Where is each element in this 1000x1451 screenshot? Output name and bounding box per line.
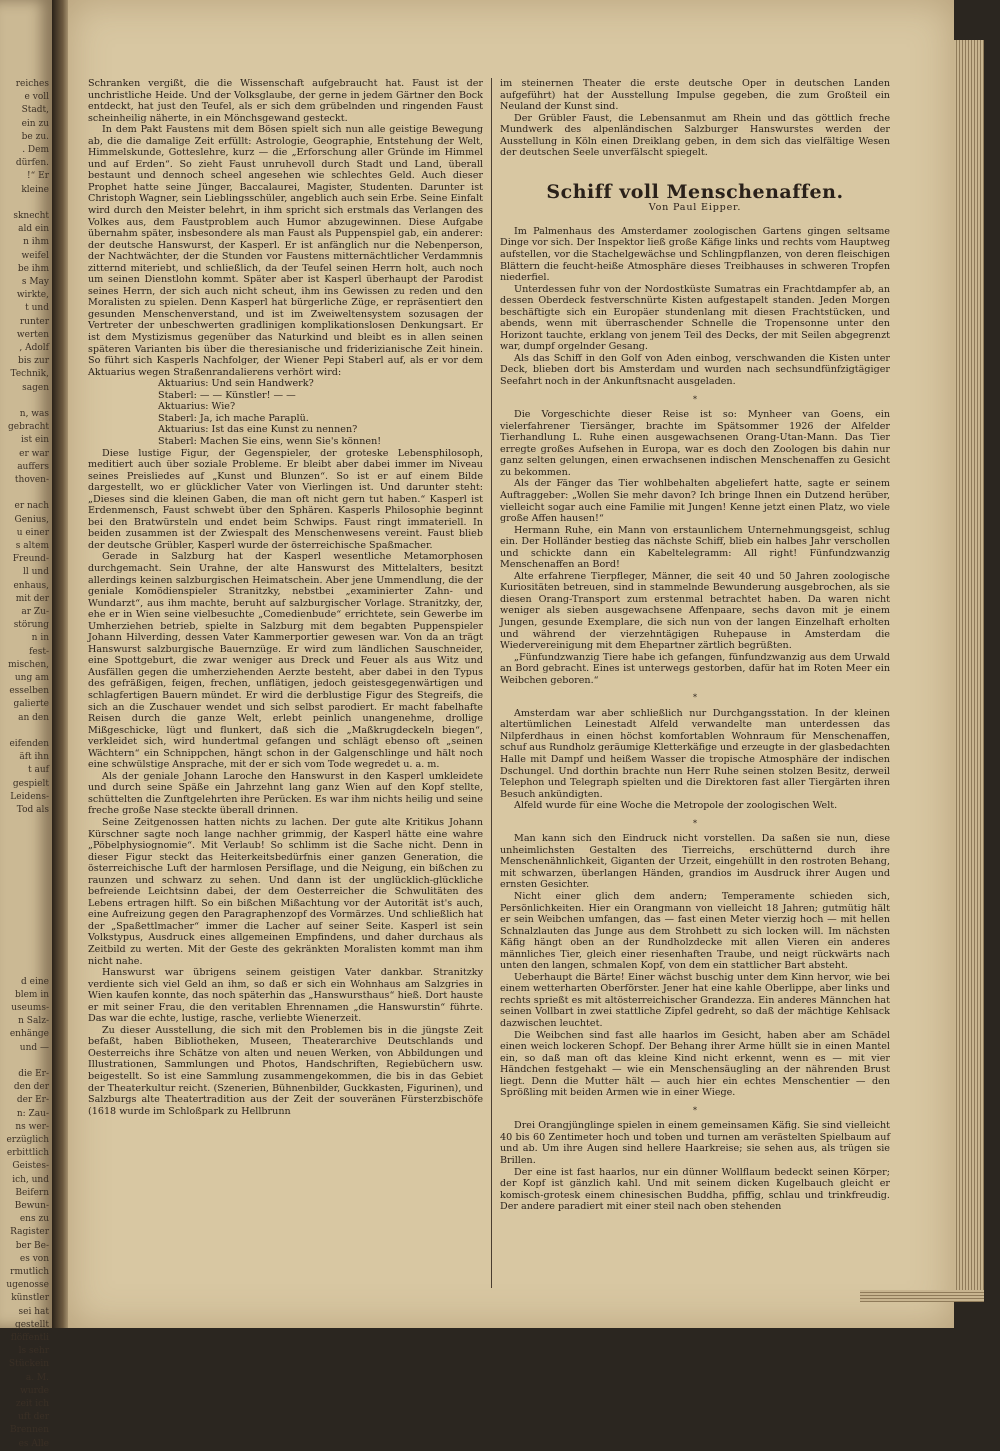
section-separator: * <box>693 394 697 404</box>
previous-page-strip <box>0 0 52 1449</box>
margin-fragment: u einer <box>16 527 49 538</box>
margin-fragment: mit der <box>15 593 49 604</box>
margin-fragment: Stadt, <box>21 105 49 116</box>
margin-fragment: ich, und <box>12 1174 49 1185</box>
margin-fragment: störung <box>13 620 49 631</box>
left-column <box>88 78 483 1288</box>
margin-fragment: a. M. <box>25 1372 49 1383</box>
margin-fragment: ll und <box>23 567 49 578</box>
margin-fragment: enhaus, <box>13 580 49 591</box>
paragraph: Der Grübler Faust, die Lebensanmut am Rhein und das göttlich freche Mundwerk des alpenländischen Salzburger Hanswurstes werden der Ausstellung in Köln einen Dreiklang geben, in dem sich das vielfältige Wesen der deutschen Seele unverfälscht spiegelt. <box>500 112 890 159</box>
paragraph: „Fünfundzwanzig Tiere habe ich gefangen, fünfundzwanzig aus dem Urwald an Bord gebracht. Eines ist unterwegs gestorben, dafür hat im Roten Meer ein Weibchen geboren.“ <box>500 651 890 686</box>
paragraph: In dem Pakt Faustens mit dem Bösen spielt sich nun alle geistige Bewegung ab, die die damalige Zeit erfüllt: Astrologie, Geographie, Entstehung der Welt, Himmelskunde, Gotteslehre, kurz — die „Erforschung aller Gründe im Himmel und auf Erden“. So zieht Faust unruhevoll durch Stadt und Land, überall bestaunt und dennoch scheel angesehen wie schlechtes Geld. Auch dieser Prophet hatte seine Jünger, Baccalaurei, Magister, Studenten. Darunter ist Christoph Wagner, sein Lieblingsschüler, angeblich auch sein Erbe. Seine Einfalt wird durch den Meister belehrt, in ihm spricht sich erstmals das Verlangen des Volkes aus, dem Faustproblem auch Humor abzugewinnen. Diese Aufgabe übernahm später, insbesondere als man Faust als Puppenspiel gab, ein anderer: der deutsche Hanswurst, der Kasperl. Er ist anfänglich nur die Nebenperson, der Nachtwächter, der die Stunden vor Faustens mitternächtlicher Verdammnis zitternd miteriebt, und schließlich, da der Teufel seinen Herrn holt, auch noch um seinen Dienstlohn kommt. Später aber ist Kasperl überhaupt der Parodist seines Herrn, der sich auch nicht scheut, ihm ins Gewissen zu reden und den Moralisten zu spielen. Denn Kasperl hat bürgerliche Züge, er repräsentiert den gesunden Menschenverstand, und ist im Zweiweltensystem sozusagen der Vertreter der unbeschwerten gradlinigen komplikationslosen Denkungsart. Er ist dem Mystizismus gegenüber das Naturkind und bleibt es in allen seinen späteren Varianten bis über die theresianische und friderizianische Zeit hinein. So führt sich Kasperls Nachfolger, der Wiener Pepi Staberl auf, als er vor dem Aktuarius wegen Straßenrandalierens verhört wird: <box>88 124 483 378</box>
margin-fragment: flöffentli <box>10 1333 49 1343</box>
margin-fragment: der Er- <box>16 1095 49 1106</box>
margin-fragment: ald ein <box>18 224 49 235</box>
paragraph: Zu dieser Ausstellung, die sich mit den Problemen bis in die jüngste Zeit befaßt, haben Bibliotheken, Museen, Theaterarchive Deutschlands und Oesterreichs ihre Schätze von alten und neuen Werken, von Abbildungen und Illustrationen, Sammlungen und Photos, Handschriften, Regiebüchern usw. beigestellt. So ist eine Sammlung zusammengekommen, die bis in das Gebiet der Theaterkultur reicht. (Szenerien, Bühnenbilder, Guckkasten, Figurinen), und Salzburgs alte Theatertradition aus der Zeit der souveränen Fürsterzbischöfe (1618 wurde im Schloßpark zu Hellbrunn <box>88 1024 483 1117</box>
margin-fragment: Tod als <box>16 805 49 815</box>
paragraph: Im Palmenhaus des Amsterdamer zoologischen Gartens gingen seltsame Dinge vor sich. Der Inspektor ließ große Käfige links und rechts vom Hauptweg aufstellen, vor die Stachelgewächse und Schlingpflanzen, von deren fleischigen Blättern die feucht-heiße Atmosphäre dieses Treibhauses in schweren Tropfen niederfiel. <box>500 225 890 284</box>
margin-fragment: fest- <box>29 646 49 657</box>
margin-fragment: n in <box>31 633 49 644</box>
margin-fragment: be zu. <box>21 131 49 142</box>
margin-fragment: er war <box>19 448 49 459</box>
paragraph: Schranken vergißt, die die Wissenschaft aufgebraucht hat. Faust ist der unchristliche Heide. Und der Volksglaube, der gerne in jedem Gärtner den Bock entdeckt, hat just den Teufel, als er sich dem grübelnden und ringenden Faust scheinheilig näherte, in ein Mönchsgewand gesteckt. <box>88 78 483 124</box>
paragraph: Diese lustige Figur, der Gegenspieler, der groteske Lebensphilosoph, meditiert auch über soziale Probleme. Er bleibt aber dabei immer im Niveau seines Preisliedes auf „Kunst und Blunzen“. So ist er auf einem Bilde dargestellt, wo er glücklicher Vater von Vierlingen ist. Und darunter steht: „Dieses sind die kleinen Gaben, die man oft nicht gern tut haben.“ Kasperl ist Erdenmensch, Faust schwebt über den Sphären. Kasperls Philosophie beginnt bei den Bratwürsteln und endet beim Schwips. Faust ringt immateriell. In beiden zusammen ist der Zwiespalt des Menschenwesens vereint. Faust blieb der deutsche Grübler, Kasperl wurde der österreichische Spaßmacher. <box>88 447 483 551</box>
margin-fragment: ein zu <box>21 118 49 129</box>
margin-fragment: gespielt <box>12 778 49 789</box>
margin-fragment: galierte <box>13 699 49 710</box>
paragraph: Amsterdam war aber schließlich nur Durchgangsstation. In der kleinen altertümlichen Leinestadt Alfeld verwandelte man unterdessen das Nilpferdhaus in einen höchst komfortablen Wohnraum für Menschenaffen, schuf aus Rundholz geräumige Kletterkäfige und erzeugte in der glasbedachten Halle mit Dampf und heißem Wasser die tropische Atmosphäre der indischen Dschungel. Und dorthin brachte nun Herr Ruhe seinen stolzen Besitz, derweil Telephon und Telegraph spielten und die Direktoren fast aller Tiergärten ihren Besuch ankündigten. <box>500 707 890 800</box>
margin-fragment: thoven- <box>14 475 49 485</box>
margin-fragment: n: Zau- <box>16 1108 49 1119</box>
margin-fragment: esselben <box>9 686 49 697</box>
paragraph: Alfeld wurde für eine Woche die Metropole der zoologischen Welt. <box>514 800 838 812</box>
margin-fragment: sagen <box>22 382 49 393</box>
paragraph: Hanswurst war übrigens seinem geistigen Vater dankbar. Stranitzky verdiente sich viel Geld an ihm, so daß er sich ein Wohnhaus am Salzgries in Wien kaufen konnte, das noch späterhin das „Hanswursthaus“ hieß. Dort hauste er mit seiner Frau, die den veritablen Ehrennamen „die Hanswurstin“ führte. Das war die echte, lustige, rasche, verliebte Wienerzeit. <box>88 967 483 1025</box>
paragraph: Seine Zeitgenossen hatten nichts zu lachen. Der gute alte Kritikus Johann Kürschner sagte noch lange nachher grimmig, der Kasperl hätte eine wahre „Pöbelphysiognomie“. Mit Verlaub! So schlimm ist die Sache nicht. Denn in dieser Figur steckt das Heiterkeitsbedürfnis einer ganzen Generation, die österreichische Luft der harmlosen Persiflage, und die Neigung, ein bißchen zu raunzen und schwarz zu sehen. Und dann ist der unglücklich-glückliche befreiende Leichtsinn dabei, der dem Oesterreicher die Schwulitäten des Lebens ertragen hilft. So ein bißchen Mißachtung vor der Autorität ist's auch, eine Aufreizung gegen den Paragraphenzopf des Vormärzes. Und schließlich hat der „Spaßettlmacher“ immer die Lacher auf seiner Seite. Kasperl ist sein Volkstypus, Ausdruck eines allgemeinen Empfindens, und daher durchaus als Zeitbild zu werten. Mit der Geste des gekränkten Moralisten kommt man ihm nicht nahe. <box>88 817 483 967</box>
paragraph: Unterdessen fuhr von der Nordostküste Sumatras ein Frachtdampfer ab, an dessen Oberdeck festverschnürte Kisten aufgestapelt standen. Jeden Morgen beschäftigte sich ein Europäer stundenlang mit diesen Frachtstücken, und abends, wenn mit überraschender Schnelle die Tropensonne unter den Horizont tauchte, erklang von jenem Teil des Decks, der mit Seilen abgegrenzt war, dumpf orgelnder Gesang. <box>500 283 890 353</box>
paragraph: Gerade in Salzburg hat der Kasperl wesentliche Metamorphosen durchgemacht. Sein Urahne, der alte Hanswurst des Mittelalters, besitzt allerdings keinen salzburgischen Heimatschein. Aber jene Ummendlung, die der geniale Komödienspieler Stranitzky, nebstbei „examinierter Zahn- und Wundarzt“, aus ihm machte, beruht auf salzburgischer Vorlage. Stranitzky, der, ehe er in Wien seine vielbesuchte „Comedienbude“ errichtete, sein Gewerbe im Umherziehen betrieb, spielte in Salzburg mit dem begabten Puppenspieler Johann Hilverding, dessen Vater Kammerportier gewesen war. Von da an trägt Hanswurst salzburgische Bauernzüge. Er wird zum ländlichen Sauschneider, eine Spottgeburt, die zwar weniger aus Dreck und Feuer als aus Witz und Ausfällen gegen die umherziehenden Aerzte besteht, aber dabei in den Typus des gefräßigen, feigen, frechen, unflätigen, jedoch geistesgegenwärtigen und schlagfertigen Bauern mündet. Er wird die derblustige Figur des Stegreifs, die sich an die Zuschauer wendet und sich selbst parodiert. Er macht fabelhafte Reisen durch die ganze Welt, erlebt peinlich unangenehme, drollige Mißgeschicke, lügt und flunkert, daß sich die „Maßkrugdeckeln biegen“, verkleidet sich, wird hundertmal gefangen und schlägt ebenso oft „seinen Wächtern“ ein Schnippchen, hängt schon in der Galgenschlinge und hält noch eine schwülstige Ansprache, mit der er sich vom Tode wegredet u. a. m. <box>88 551 483 771</box>
article-title: Schiff voll Menschenaffen. <box>546 180 844 203</box>
margin-fragment: werten <box>16 329 49 340</box>
paragraph: Man kann sich den Eindruck nicht vorstellen. Da saßen sie nun, diese unheimlichsten Gestalten des Tierreichs, erschütternd durch ihre Menschenähnlichkeit, Giganten der Urzeit, eingehüllt in den rostroten Behang, mit schwarzen, überlangen Händen, grandios im Ausdruck ihrer Augen und ernsten Gesichter. <box>500 833 890 891</box>
margin-fragment: äft ihn <box>19 752 49 763</box>
margin-fragment: e voll <box>24 92 49 103</box>
margin-fragment: n ihm <box>23 237 49 248</box>
margin-fragment: t und <box>25 303 49 314</box>
margin-fragment: sei hat <box>18 1306 49 1317</box>
margin-fragment: ar Zu- <box>21 607 49 617</box>
margin-fragment: erbittlich <box>6 1148 49 1159</box>
dialog-line: Staberl: Ja, ich mache Paraplü. <box>158 412 309 424</box>
paragraph: Der eine ist fast haarlos, nur ein dünner Wollflaum bedeckt seinen Körper; der Kopf ist gänzlich kahl. Und mit seinem dicken Kugelbauch gleicht er komisch-grotesk einem chinesischen Buddha, pfiffig, schlau und trinkfreudig. Der andere paradiert mit einer steil nach oben stehenden <box>500 1166 890 1213</box>
margin-fragment: n, was <box>19 409 49 419</box>
margin-fragment: !“ Er <box>27 171 49 182</box>
margin-fragment: Brennen <box>10 1425 49 1436</box>
margin-fragment: ens zu <box>19 1214 49 1225</box>
margin-fragment: und — <box>19 1042 49 1053</box>
margin-fragment: bis zur <box>18 356 49 367</box>
margin-fragment: Bewun- <box>14 1201 49 1211</box>
margin-fragment: s altem <box>15 541 49 551</box>
margin-fragment: Leidens- <box>10 791 49 802</box>
margin-fragment: zeit ich <box>15 1399 49 1409</box>
dialog-line: Staberl: — — Künstler! — — <box>158 389 296 401</box>
margin-fragment: Stückein <box>8 1359 49 1370</box>
margin-fragment: es von <box>19 1253 49 1264</box>
margin-fragment: . Dem <box>22 145 49 155</box>
section-separator: * <box>693 818 697 828</box>
dialog-line: Aktuarius: Und sein Handwerk? <box>158 378 314 390</box>
paragraph: im steinernen Theater die erste deutsche Oper in deutschen Landen aufgeführt) hat der Ausstellung Impulse gegeben, die zum Großteil ein Neuland der Kunst sind. <box>500 78 890 113</box>
margin-fragment: reiches <box>15 79 49 89</box>
margin-fragment: n Salz- <box>18 1016 49 1027</box>
margin-fragment: runter <box>19 316 49 327</box>
paragraph: Als der geniale Johann Laroche den Hanswurst in den Kasperl umkleidete und durch seine Späße ein Jahrzehnt lang ganz Wien auf den Kopf stellte, schüttelten die Zunftgelehrten ihre Perücken. Es war ihm nichts heilig und seine freche große Nase steckte überall drinnen. <box>88 770 483 817</box>
margin-fragment: kleine <box>21 184 49 195</box>
paragraph: Als das Schiff in den Golf von Aden einbog, verschwanden die Kisten unter Deck, blieben dort bis Amsterdam und wurden nach sechsundfünfzigtägiger Seefahrt noch in der Ankunftsnacht ausgeladen. <box>500 352 890 388</box>
margin-fragment: Geistes- <box>12 1161 49 1172</box>
margin-fragment: ist ein <box>21 435 49 446</box>
margin-fragment: den der <box>13 1082 49 1093</box>
paragraph: Die Weibchen sind fast alle haarlos im Gesicht, haben aber am Schädel einen weich lockeren Schopf. Der Behang ihrer Arme hüllt sie in einen Mantel ein, so daß man oft das kleine Kind nicht erkennt, wenn es — mit vier Händchen festgehakt — wie ein Menschensäugling an der nährenden Brust liegt. Denn die Mutter hält — auch hier ein echtes Menschentier — den Sprößling mit beiden Armen wie in einer Wiege. <box>500 1029 890 1099</box>
page-stack-edges <box>954 40 984 1295</box>
margin-fragment: Beifern <box>15 1187 49 1198</box>
column-divider <box>491 78 492 1288</box>
margin-fragment: gestellt <box>14 1319 49 1330</box>
margin-fragment: s May <box>21 277 49 287</box>
article-byline: Von Paul Eipper. <box>648 202 742 214</box>
margin-fragment: Ragister <box>10 1227 49 1238</box>
dialog-line: Aktuarius: Ist das eine Kunst zu nennen? <box>158 424 358 436</box>
margin-fragment: dürfen. <box>15 158 49 169</box>
paragraph: Die Vorgeschichte dieser Reise ist so: Mynheer van Goens, ein vielerfahrener Tiersänger, brachte im Spätsommer 1926 der Alfelder Tierhandlung L. Ruhe einen ausgewachsenen Orang-Utan-Mann. Das Tier erregte großes Aufsehen in Europa, war es doch den Zoologen bis dahin nur ganz selten gelungen, einen erwachsenen indischen Menschenaffen zu Gesicht zu bekommen. <box>500 409 890 478</box>
margin-fragment: Freund- <box>12 554 49 565</box>
margin-fragment: ns wer- <box>15 1121 49 1132</box>
margin-fragment: blem in <box>14 989 49 1000</box>
margin-fragment: rmutlich <box>10 1267 49 1277</box>
paragraph: Drei Orangjünglinge spielen in einem gemeinsamen Käfig. Sie sind vielleicht 40 bis 60 Zentimeter hoch und toben und turnen am verästelten Spielbaum auf und ab. Um ihre Augen sind hellere Haarkreise; sie sehen aus, als trügen sie Brillen. <box>500 1120 890 1167</box>
margin-fragment: die Er- <box>18 1069 49 1079</box>
margin-fragment: eifenden <box>9 739 49 749</box>
margin-fragment: uft der <box>18 1412 49 1423</box>
paragraph: Alte erfahrene Tierpfleger, Männer, die seit 40 und 50 Jahren zoologische Kuriositäten betreuen, sind in stammelnde Bewunderung ausgebrochen, als sie diesen Orang-Transport zum erstenmal betrachtet haben. Da waren nicht weniger als sieben ausgewachsene Affenpaare, sechs davon mit je einem Jungen, gesunde Exemplare, die sich nun von der langen Einzelhaft erholten und während der vierzehntägigen Ruhepause in Amsterdam die Wiedervereinigung mit dem Ehepartner zärtlich begrüßten. <box>500 570 890 652</box>
paragraph: Hermann Ruhe, ein Mann von erstaunlichem Unternehmungsgeist, schlug ein. Der Holländer bestieg das nächste Schiff, blieb ein halbes Jahr verschollen und schickte dann ein Kabeltelegramm: All right! Fünfundzwanzig Menschenaffen an Bord! <box>500 524 890 571</box>
section-separator: * <box>693 693 697 703</box>
margin-fragment: t auf <box>28 765 49 776</box>
margin-fragment: gebracht <box>8 422 49 433</box>
margin-fragment: Technik, <box>10 369 49 380</box>
margin-fragment: ugenosse <box>6 1280 49 1291</box>
margin-fragment: be ihm <box>17 263 49 274</box>
margin-fragment: ung am <box>14 673 49 683</box>
dialog-line: Staberl: Machen Sie eins, wenn Sie's können! <box>158 435 382 447</box>
margin-fragment: wirkte, <box>16 290 49 301</box>
paragraph: Nicht einer glich dem andern; Temperamente schieden sich, Persönlichkeiten. Hier ein Orangmann von vielleicht 18 Jahren; gutmütig hält er sein Weibchen umfangen, das — fast einen Meter vierzig hoch — mit hellen Schnalzlauten das Junge aus dem Strohbett zu sich locken will. Im nächsten Käfig hängt oben an der Rundholzdecke mit allen Vieren ein anderes männliches Tier, gleich einer riesenhaften Traube, und neigt rückwärts nach unten den langen, schmalen Kopf, von dem ein stattlicher Bart absteht. <box>500 891 890 972</box>
margin-fragment: weifel <box>21 250 49 261</box>
margin-fragment: er nach <box>14 501 49 512</box>
margin-fragment: es Alle <box>18 1438 49 1449</box>
margin-fragment: useums- <box>11 1003 49 1013</box>
margin-fragment: d eine <box>21 976 49 987</box>
margin-fragment: sknecht <box>13 211 49 221</box>
margin-fragment: ls sehr <box>18 1346 49 1357</box>
margin-fragment: Genius, <box>14 514 49 525</box>
paragraph: Ueberhaupt die Bärte! Einer wächst buschig unter dem Kinn hervor, wie bei einem wetterharten Oberförster. Jener hat eine kahle Oberlippe, aber links und rechts sprießt es mit altösterreichischer Grandezza. Ein anderes Männchen hat seinen Vollbart in zwei stattliche Zipfel gedreht, so daß der mächtige Kehlsack dazwischen leuchtet. <box>500 971 890 1030</box>
paragraph: Als der Fänger das Tier wohlbehalten abgeliefert hatte, sagte er seinem Auftraggeber: „Wollen Sie mehr davon? Ich bringe Ihnen ein Dutzend herüber, vielleicht sogar auch eine Familie mit Jungen! Kenne jetzt einen Platz, wo viele große Affen hausen!“ <box>500 478 890 525</box>
margin-fragment: an den <box>18 712 49 723</box>
margin-fragment: ber Be- <box>15 1240 49 1251</box>
margin-fragment: wurde <box>20 1385 49 1396</box>
dialog-line: Aktuarius: Wie? <box>158 401 236 413</box>
page-stack-edges-bottom <box>860 1290 984 1302</box>
margin-fragment: , Adolf <box>19 343 49 353</box>
margin-fragment: enhänge <box>9 1029 49 1040</box>
section-separator: * <box>693 1105 697 1115</box>
margin-fragment: mischen, <box>8 659 49 670</box>
margin-fragment: erzüglich <box>6 1135 49 1145</box>
right-column <box>500 78 890 1283</box>
margin-fragment: auffers <box>17 461 49 472</box>
margin-fragment: künstler <box>11 1293 49 1304</box>
